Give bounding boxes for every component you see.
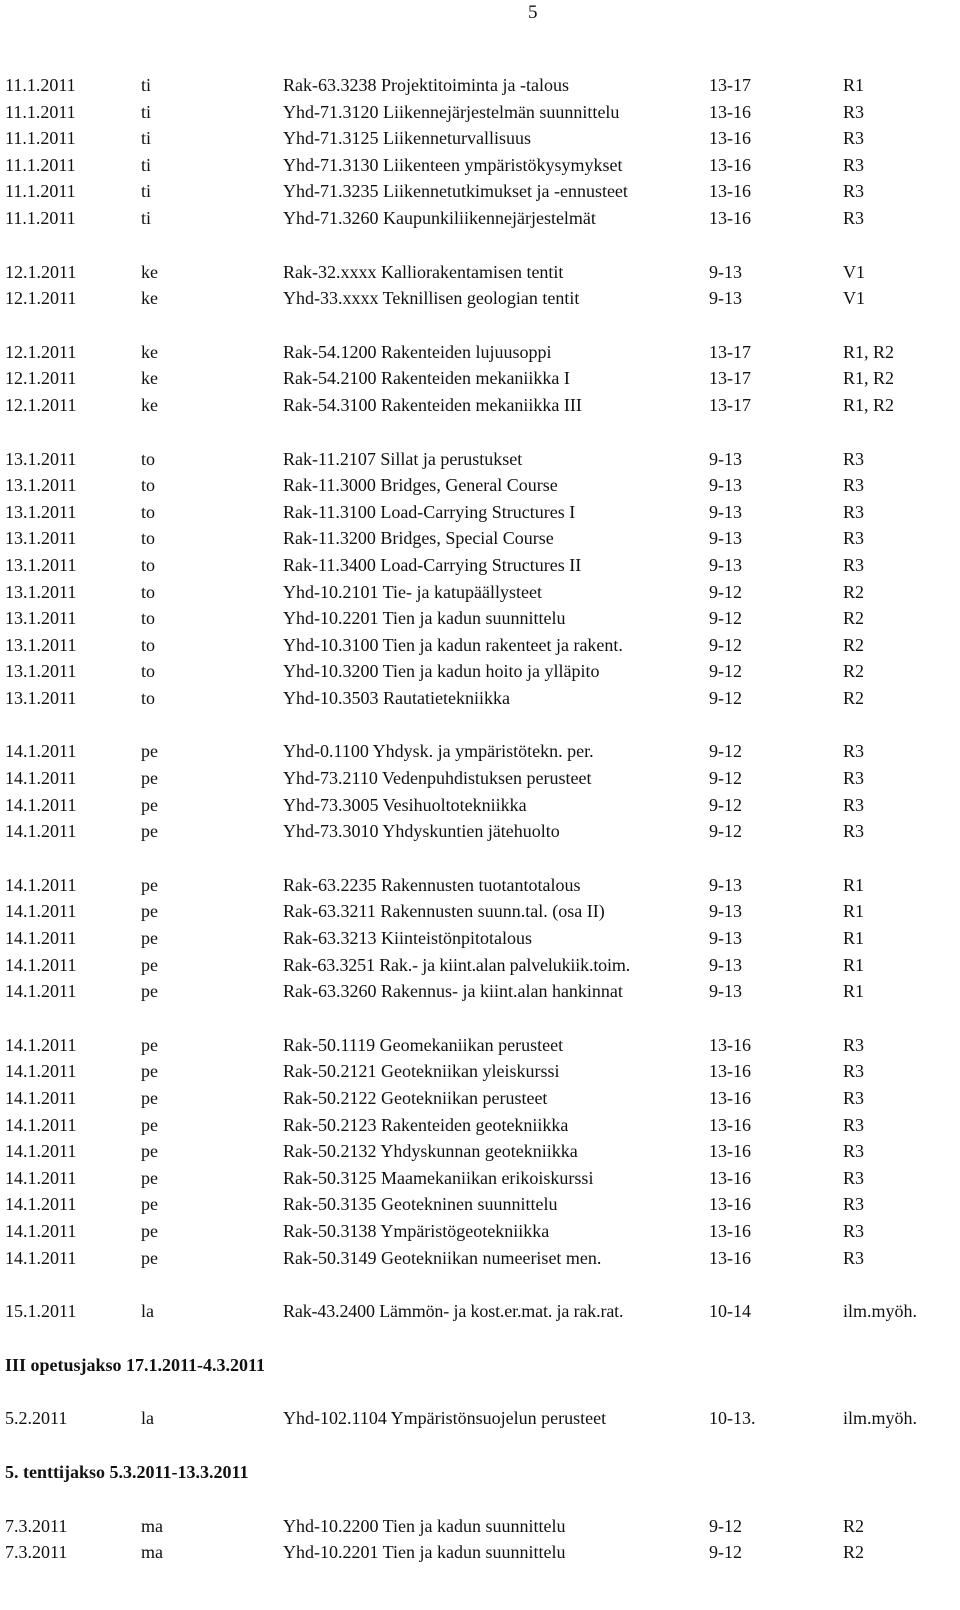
exam-group	[0, 1405, 960, 1432]
exam-room: R1	[843, 981, 865, 1002]
exam-group	[0, 872, 960, 1005]
exam-weekday: ma	[141, 1515, 163, 1536]
exam-time: 13-17	[709, 394, 751, 415]
exam-row	[0, 685, 960, 712]
exam-weekday: pe	[141, 954, 158, 975]
exam-date: 13.1.2011	[5, 661, 77, 682]
exam-room: R2	[843, 1515, 865, 1536]
exam-course: Yhd-71.3260 Kaupunkiliikennejärjestelmät	[283, 207, 596, 228]
exam-time: 9-12	[709, 821, 742, 842]
exam-time: 9-12	[709, 687, 742, 708]
exam-room: R3	[843, 554, 865, 575]
exam-row	[0, 925, 960, 952]
exam-row	[0, 72, 960, 99]
exam-time: 9-13	[709, 954, 742, 975]
exam-time: 13-16	[709, 1220, 751, 1241]
exam-course: Rak-50.3125 Maamekaniikan erikoiskurssi	[283, 1167, 594, 1188]
exam-row	[0, 818, 960, 845]
exam-time: 13-16	[709, 1247, 751, 1268]
exam-row	[0, 125, 960, 152]
exam-course: Yhd-10.2200 Tien ja kadun suunnittelu	[283, 1515, 566, 1536]
exam-weekday: ti	[141, 101, 152, 122]
exam-date: 13.1.2011	[5, 554, 77, 575]
exam-room: R2	[843, 581, 865, 602]
exam-row	[0, 446, 960, 473]
exam-weekday: ke	[141, 394, 158, 415]
exam-room: R3	[843, 741, 865, 762]
exam-row	[0, 738, 960, 765]
exam-date: 12.1.2011	[5, 394, 77, 415]
exam-row	[0, 872, 960, 899]
exam-room: ilm.myöh.	[843, 1301, 918, 1322]
exam-room: R3	[843, 1220, 865, 1241]
exam-row	[0, 1191, 960, 1218]
exam-row	[0, 365, 960, 392]
exam-weekday: ke	[141, 261, 158, 282]
exam-row	[0, 1405, 960, 1432]
exam-room: R3	[843, 768, 865, 789]
exam-course: Rak-50.2132 Yhdyskunnan geotekniikka	[283, 1141, 578, 1162]
exam-row	[0, 285, 960, 312]
exam-schedule	[0, 72, 960, 1593]
exam-time: 13-17	[709, 368, 751, 389]
exam-date: 14.1.2011	[5, 954, 77, 975]
exam-time: 9-13	[709, 528, 742, 549]
exam-weekday: ti	[141, 181, 152, 202]
exam-weekday: to	[141, 581, 156, 602]
exam-course: Yhd-10.3200 Tien ja kadun hoito ja ylläpito	[283, 661, 600, 682]
exam-weekday: pe	[141, 768, 158, 789]
exam-date: 12.1.2011	[5, 341, 77, 362]
exam-date: 14.1.2011	[5, 981, 77, 1002]
exam-date: 11.1.2011	[5, 154, 76, 175]
exam-weekday: to	[141, 661, 156, 682]
exam-date: 11.1.2011	[5, 128, 76, 149]
exam-time: 9-12	[709, 634, 742, 655]
exam-weekday: ma	[141, 1542, 163, 1563]
exam-time: 9-13	[709, 501, 742, 522]
exam-weekday: to	[141, 501, 156, 522]
exam-room: R2	[843, 1542, 865, 1563]
exam-weekday: to	[141, 554, 156, 575]
exam-time: 9-12	[709, 768, 742, 789]
exam-room: R3	[843, 1061, 865, 1082]
exam-room: R3	[843, 448, 865, 469]
exam-date: 7.3.2011	[5, 1515, 68, 1536]
exam-room: ilm.myöh.	[843, 1408, 918, 1429]
exam-row	[0, 1058, 960, 1085]
exam-room: R3	[843, 475, 865, 496]
exam-time: 9-13	[709, 874, 742, 895]
exam-weekday: to	[141, 687, 156, 708]
exam-time: 9-13	[709, 928, 742, 949]
exam-room: R1, R2	[843, 341, 895, 362]
exam-date: 11.1.2011	[5, 181, 76, 202]
exam-time: 13-16	[709, 1088, 751, 1108]
exam-room: R3	[843, 1114, 865, 1135]
exam-row	[0, 178, 960, 205]
exam-group	[0, 72, 960, 232]
exam-date: 11.1.2011	[5, 207, 76, 228]
exam-course: Yhd-10.3503 Rautatietekniikka	[283, 687, 510, 708]
exam-course: Yhd-102.1104 Ympäristönsuojelun perusteet	[283, 1408, 607, 1429]
exam-room: R3	[843, 1088, 865, 1108]
exam-weekday: pe	[141, 1034, 158, 1055]
exam-row	[0, 99, 960, 126]
exam-date: 14.1.2011	[5, 741, 77, 762]
exam-weekday: to	[141, 528, 156, 549]
exam-row	[0, 525, 960, 552]
exam-time: 13-16	[709, 1194, 751, 1215]
exam-time: 10-13.	[709, 1408, 756, 1429]
exam-room: R2	[843, 634, 865, 655]
exam-course: Rak-50.3149 Geotekniikan numeeriset men.	[283, 1247, 602, 1268]
exam-weekday: pe	[141, 981, 158, 1002]
exam-date: 13.1.2011	[5, 687, 77, 708]
exam-time: 9-13	[709, 554, 742, 575]
exam-weekday: pe	[141, 741, 158, 762]
exam-time: 13-16	[709, 1034, 751, 1055]
exam-room: R2	[843, 661, 865, 682]
exam-date: 14.1.2011	[5, 901, 77, 922]
exam-date: 7.3.2011	[5, 1542, 68, 1563]
exam-course: Yhd-10.3100 Tien ja kadun rakenteet ja rakent.	[283, 634, 623, 655]
exam-time: 9-13	[709, 901, 742, 922]
exam-course: Yhd-71.3125 Liikenneturvallisuus	[283, 128, 531, 149]
exam-course: Rak-43.2400 Lämmön- ja kost.er.mat. ja rak.rat.	[283, 1301, 624, 1322]
exam-row	[0, 579, 960, 606]
exam-time: 9-12	[709, 1515, 742, 1536]
exam-course: Rak-50.1119 Geomekaniikan perusteet	[283, 1034, 564, 1055]
exam-room: R3	[843, 794, 865, 815]
exam-date: 14.1.2011	[5, 1247, 77, 1268]
exam-room: R3	[843, 1034, 865, 1055]
exam-weekday: ke	[141, 288, 158, 309]
exam-date: 14.1.2011	[5, 1220, 77, 1241]
exam-room: R1	[843, 928, 865, 949]
exam-weekday: pe	[141, 1141, 158, 1162]
exam-weekday: la	[141, 1301, 154, 1322]
exam-course: Yhd-71.3235 Liikennetutkimukset ja -ennusteet	[283, 181, 628, 202]
exam-date: 14.1.2011	[5, 1167, 77, 1188]
exam-weekday: pe	[141, 1220, 158, 1241]
exam-row	[0, 898, 960, 925]
exam-row	[0, 1513, 960, 1540]
exam-weekday: ti	[141, 207, 152, 228]
exam-weekday: pe	[141, 1061, 158, 1082]
exam-weekday: ti	[141, 128, 152, 149]
exam-date: 14.1.2011	[5, 1088, 77, 1108]
exam-course: Rak-50.2121 Geotekniikan yleiskurssi	[283, 1061, 560, 1082]
exam-room: R3	[843, 528, 865, 549]
exam-row	[0, 1298, 960, 1325]
period-heading: III opetusjakso 17.1.2011-4.3.2011	[5, 1354, 266, 1375]
exam-time: 9-12	[709, 794, 742, 815]
exam-date: 14.1.2011	[5, 821, 77, 842]
exam-room: R1	[843, 901, 865, 922]
exam-course: Rak-63.3211 Rakennusten suunn.tal. (osa II)	[283, 901, 605, 922]
exam-date: 13.1.2011	[5, 448, 77, 469]
exam-time: 13-16	[709, 1141, 751, 1162]
exam-room: R3	[843, 501, 865, 522]
exam-group	[0, 1032, 960, 1271]
exam-room: R1, R2	[843, 368, 895, 389]
exam-group	[0, 339, 960, 419]
exam-group	[0, 1513, 960, 1566]
exam-room: R1, R2	[843, 394, 895, 415]
exam-course: Yhd-73.3010 Yhdyskuntien jätehuolto	[283, 821, 560, 842]
exam-time: 13-16	[709, 154, 751, 175]
exam-time: 13-16	[709, 128, 751, 149]
exam-room: R3	[843, 1194, 865, 1215]
exam-room: R3	[843, 1141, 865, 1162]
exam-course: Yhd-73.2110 Vedenpuhdistuksen perusteet	[283, 768, 592, 789]
exam-weekday: pe	[141, 1247, 158, 1268]
exam-time: 9-12	[709, 608, 742, 629]
exam-weekday: pe	[141, 1088, 158, 1108]
exam-weekday: to	[141, 475, 156, 496]
exam-date: 14.1.2011	[5, 768, 77, 789]
exam-course: Rak-63.3213 Kiinteistönpitotalous	[283, 928, 532, 949]
exam-course: Rak-54.1200 Rakenteiden lujuusoppi	[283, 341, 552, 362]
exam-row	[0, 1218, 960, 1245]
exam-course: Yhd-10.2101 Tie- ja katupäällysteet	[283, 581, 542, 602]
exam-room: R3	[843, 1167, 865, 1188]
exam-row	[0, 1112, 960, 1139]
exam-course: Yhd-73.3005 Vesihuoltotekniikka	[283, 794, 527, 815]
exam-weekday: pe	[141, 1114, 158, 1135]
exam-date: 13.1.2011	[5, 475, 77, 496]
exam-time: 13-16	[709, 1167, 751, 1188]
exam-date: 13.1.2011	[5, 528, 77, 549]
exam-date: 14.1.2011	[5, 874, 77, 895]
exam-course: Yhd-0.1100 Yhdysk. ja ympäristötekn. per.	[283, 741, 594, 762]
exam-row	[0, 152, 960, 179]
exam-date: 13.1.2011	[5, 608, 77, 629]
exam-time: 9-12	[709, 1542, 742, 1563]
exam-room: R1	[843, 75, 865, 95]
exam-time: 13-16	[709, 101, 751, 122]
exam-weekday: ti	[141, 154, 152, 175]
exam-time: 13-16	[709, 207, 751, 228]
exam-room: R3	[843, 181, 865, 202]
exam-row	[0, 259, 960, 286]
exam-course: Rak-32.xxxx Kalliorakentamisen tentit	[283, 261, 564, 282]
exam-row	[0, 1085, 960, 1112]
exam-time: 13-17	[709, 341, 751, 362]
exam-weekday: ke	[141, 341, 158, 362]
exam-course: Yhd-71.3120 Liikennejärjestelmän suunnittelu	[283, 101, 620, 122]
exam-row	[0, 499, 960, 526]
exam-date: 14.1.2011	[5, 1114, 77, 1135]
exam-course: Yhd-33.xxxx Teknillisen geologian tentit	[283, 288, 580, 309]
exam-room: R2	[843, 608, 865, 629]
exam-course: Yhd-71.3130 Liikenteen ympäristökysymykset	[283, 154, 623, 175]
exam-weekday: ti	[141, 75, 152, 95]
exam-weekday: pe	[141, 901, 158, 922]
exam-weekday: pe	[141, 928, 158, 949]
exam-time: 9-12	[709, 661, 742, 682]
exam-date: 11.1.2011	[5, 101, 76, 122]
exam-time: 13-17	[709, 75, 751, 95]
exam-row	[0, 392, 960, 419]
exam-row	[0, 765, 960, 792]
exam-course: Rak-50.3138 Ympäristögeotekniikka	[283, 1220, 550, 1241]
exam-course: Rak-50.2122 Geotekniikan perusteet	[283, 1088, 548, 1108]
exam-room: R3	[843, 154, 865, 175]
exam-course: Rak-63.3251 Rak.- ja kiint.alan palvelukiik.toim.	[283, 954, 631, 975]
exam-group	[0, 738, 960, 844]
exam-time: 9-13	[709, 475, 742, 496]
exam-weekday: pe	[141, 1194, 158, 1215]
exam-room: V1	[843, 288, 865, 309]
exam-room: R1	[843, 874, 865, 895]
exam-room: R3	[843, 821, 865, 842]
exam-row	[0, 1032, 960, 1059]
exam-row	[0, 1539, 960, 1566]
exam-course: Rak-11.2107 Sillat ja perustukset	[283, 448, 523, 469]
exam-date: 12.1.2011	[5, 288, 77, 309]
exam-row	[0, 339, 960, 366]
exam-date: 12.1.2011	[5, 368, 77, 389]
exam-course: Rak-54.2100 Rakenteiden mekaniikka I	[283, 368, 570, 389]
exam-course: Rak-11.3200 Bridges, Special Course	[283, 528, 554, 549]
exam-row	[0, 605, 960, 632]
exam-course: Yhd-10.2201 Tien ja kadun suunnittelu	[283, 608, 566, 629]
page-number: 5	[528, 2, 538, 23]
exam-time: 9-12	[709, 581, 742, 602]
exam-time: 9-12	[709, 741, 742, 762]
exam-date: 14.1.2011	[5, 794, 77, 815]
exam-date: 11.1.2011	[5, 75, 76, 95]
exam-weekday: pe	[141, 1167, 158, 1188]
exam-row	[0, 978, 960, 1005]
exam-date: 14.1.2011	[5, 1061, 77, 1082]
exam-date: 14.1.2011	[5, 1141, 77, 1162]
exam-weekday: pe	[141, 874, 158, 895]
exam-course: Rak-63.3238 Projektitoiminta ja -talous	[283, 75, 569, 95]
exam-date: 13.1.2011	[5, 634, 77, 655]
exam-row	[0, 632, 960, 659]
exam-course: Rak-63.2235 Rakennusten tuotantotalous	[283, 874, 581, 895]
exam-room: R3	[843, 207, 865, 228]
exam-time: 10-14	[709, 1301, 751, 1322]
exam-row	[0, 205, 960, 232]
exam-weekday: pe	[141, 821, 158, 842]
exam-weekday: la	[141, 1408, 154, 1429]
exam-row	[0, 952, 960, 979]
exam-date: 13.1.2011	[5, 501, 77, 522]
exam-weekday: to	[141, 608, 156, 629]
exam-weekday: to	[141, 634, 156, 655]
exam-weekday: pe	[141, 794, 158, 815]
exam-time: 9-13	[709, 981, 742, 1002]
exam-date: 12.1.2011	[5, 261, 77, 282]
exam-room: R3	[843, 128, 865, 149]
exam-course: Yhd-10.2201 Tien ja kadun suunnittelu	[283, 1542, 566, 1563]
exam-weekday: to	[141, 448, 156, 469]
exam-course: Rak-11.3000 Bridges, General Course	[283, 475, 558, 496]
exam-time: 9-13	[709, 261, 742, 282]
exam-time: 9-13	[709, 288, 742, 309]
exam-course: Rak-50.2123 Rakenteiden geotekniikka	[283, 1114, 569, 1135]
exam-course: Rak-54.3100 Rakenteiden mekaniikka III	[283, 394, 582, 415]
exam-time: 13-16	[709, 181, 751, 202]
exam-row	[0, 552, 960, 579]
exam-date: 14.1.2011	[5, 928, 77, 949]
exam-group	[0, 259, 960, 312]
exam-room: R1	[843, 954, 865, 975]
exam-room: V1	[843, 261, 865, 282]
period-heading: 5. tenttijakso 5.3.2011-13.3.2011	[5, 1461, 249, 1482]
exam-time: 9-13	[709, 448, 742, 469]
exam-date: 13.1.2011	[5, 581, 77, 602]
exam-row	[0, 792, 960, 819]
exam-row	[0, 1138, 960, 1165]
exam-row	[0, 1165, 960, 1192]
exam-date: 14.1.2011	[5, 1194, 77, 1215]
exam-row	[0, 658, 960, 685]
exam-date: 5.2.2011	[5, 1408, 68, 1429]
exam-course: Rak-11.3100 Load-Carrying Structures I	[283, 501, 576, 522]
exam-time: 13-16	[709, 1114, 751, 1135]
exam-room: R3	[843, 101, 865, 122]
exam-course: Rak-63.3260 Rakennus- ja kiint.alan hankinnat	[283, 981, 623, 1002]
exam-time: 13-16	[709, 1061, 751, 1082]
exam-date: 15.1.2011	[5, 1301, 77, 1322]
exam-room: R3	[843, 1247, 865, 1268]
exam-room: R2	[843, 687, 865, 708]
exam-date: 14.1.2011	[5, 1034, 77, 1055]
exam-course: Rak-11.3400 Load-Carrying Structures II	[283, 554, 582, 575]
exam-course: Rak-50.3135 Geotekninen suunnittelu	[283, 1194, 558, 1215]
exam-weekday: ke	[141, 368, 158, 389]
exam-group	[0, 1298, 960, 1325]
exam-group	[0, 446, 960, 712]
exam-row	[0, 1245, 960, 1272]
exam-row	[0, 472, 960, 499]
